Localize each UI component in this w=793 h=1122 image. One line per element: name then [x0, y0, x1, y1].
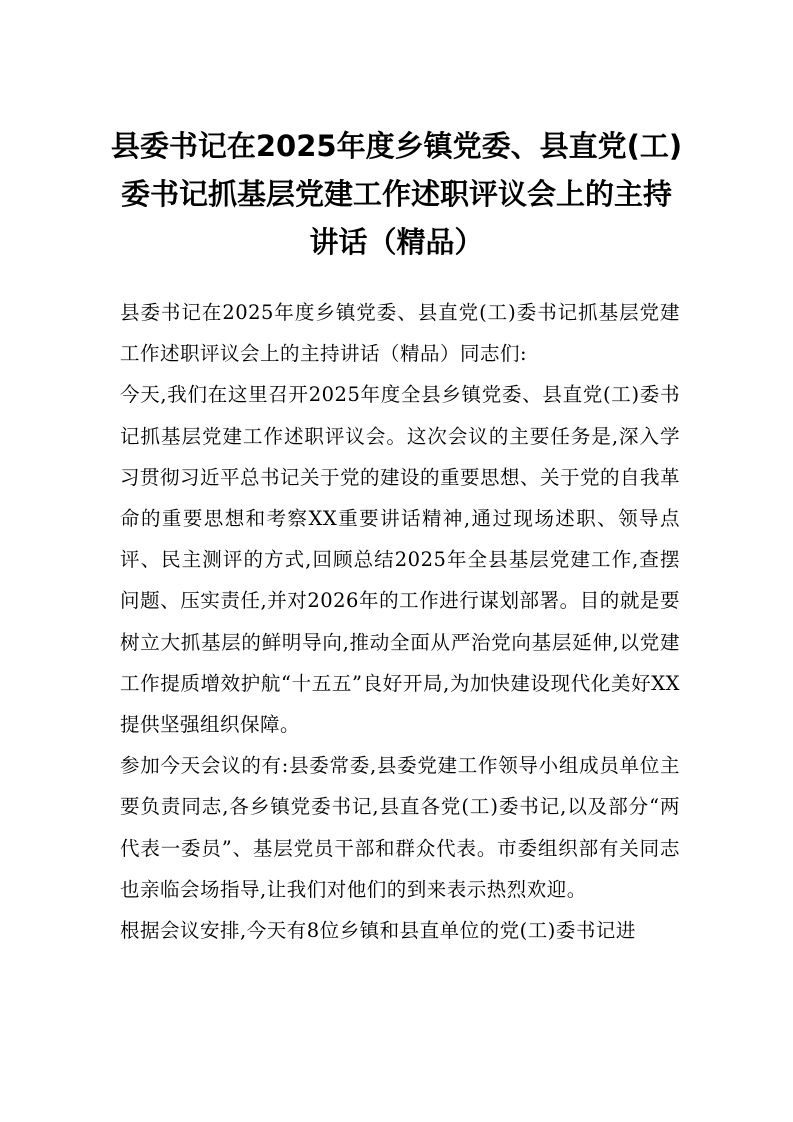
paragraph-attendees: 参加今天会议的有:县委常委,县委党建工作领导小组成员单位主要负责同志,各乡镇党委书记,县直各党(工)委书记,以及部分“两代表一委员”、基层党员干部和群众代表。市委组织部有关同志也亲临会场指导,让我们对他们的到来表示热烈欢迎。 — [120, 754, 680, 901]
paragraph-agenda: 根据会议安排,今天有8位乡镇和县直单位的党(工)委书记进 — [120, 919, 636, 943]
paragraph-opening: 县委书记在2025年度乡镇党委、县直党(工)委书记抓基层党建工作述职评议会上的主持讲话（精品）同志们: — [120, 301, 680, 366]
paragraph-meeting-purpose: 今天,我们在这里召开2025年度全县乡镇党委、县直党(工)委书记抓基层党建工作述职评议会。这次会议的主要任务是,深入学习贯彻习近平总书记关于党的建设的重要思想、关于党的自我革命的重要思想和考察XX重要讲话精神,通过现场述职、领导点评、民主测评的方式,回顾总结2025年全县基层党建工作,查摆问题、压实责任,并对2026年的工作进行谋划部署。目的就是要树立大抓基层的鲜明导向,推动全面从严治党向基层延伸,以党建工作提质增效护航“十五五”良好开局,为加快建设现代化美好XX提供坚强组织保障。 — [120, 383, 681, 737]
document-title: 县委书记在2025年度乡镇党委、县直党(工)委书记抓基层党建工作述职评议会上的主持讲话（精品） — [110, 129, 683, 259]
document-body — [120, 292, 680, 951]
